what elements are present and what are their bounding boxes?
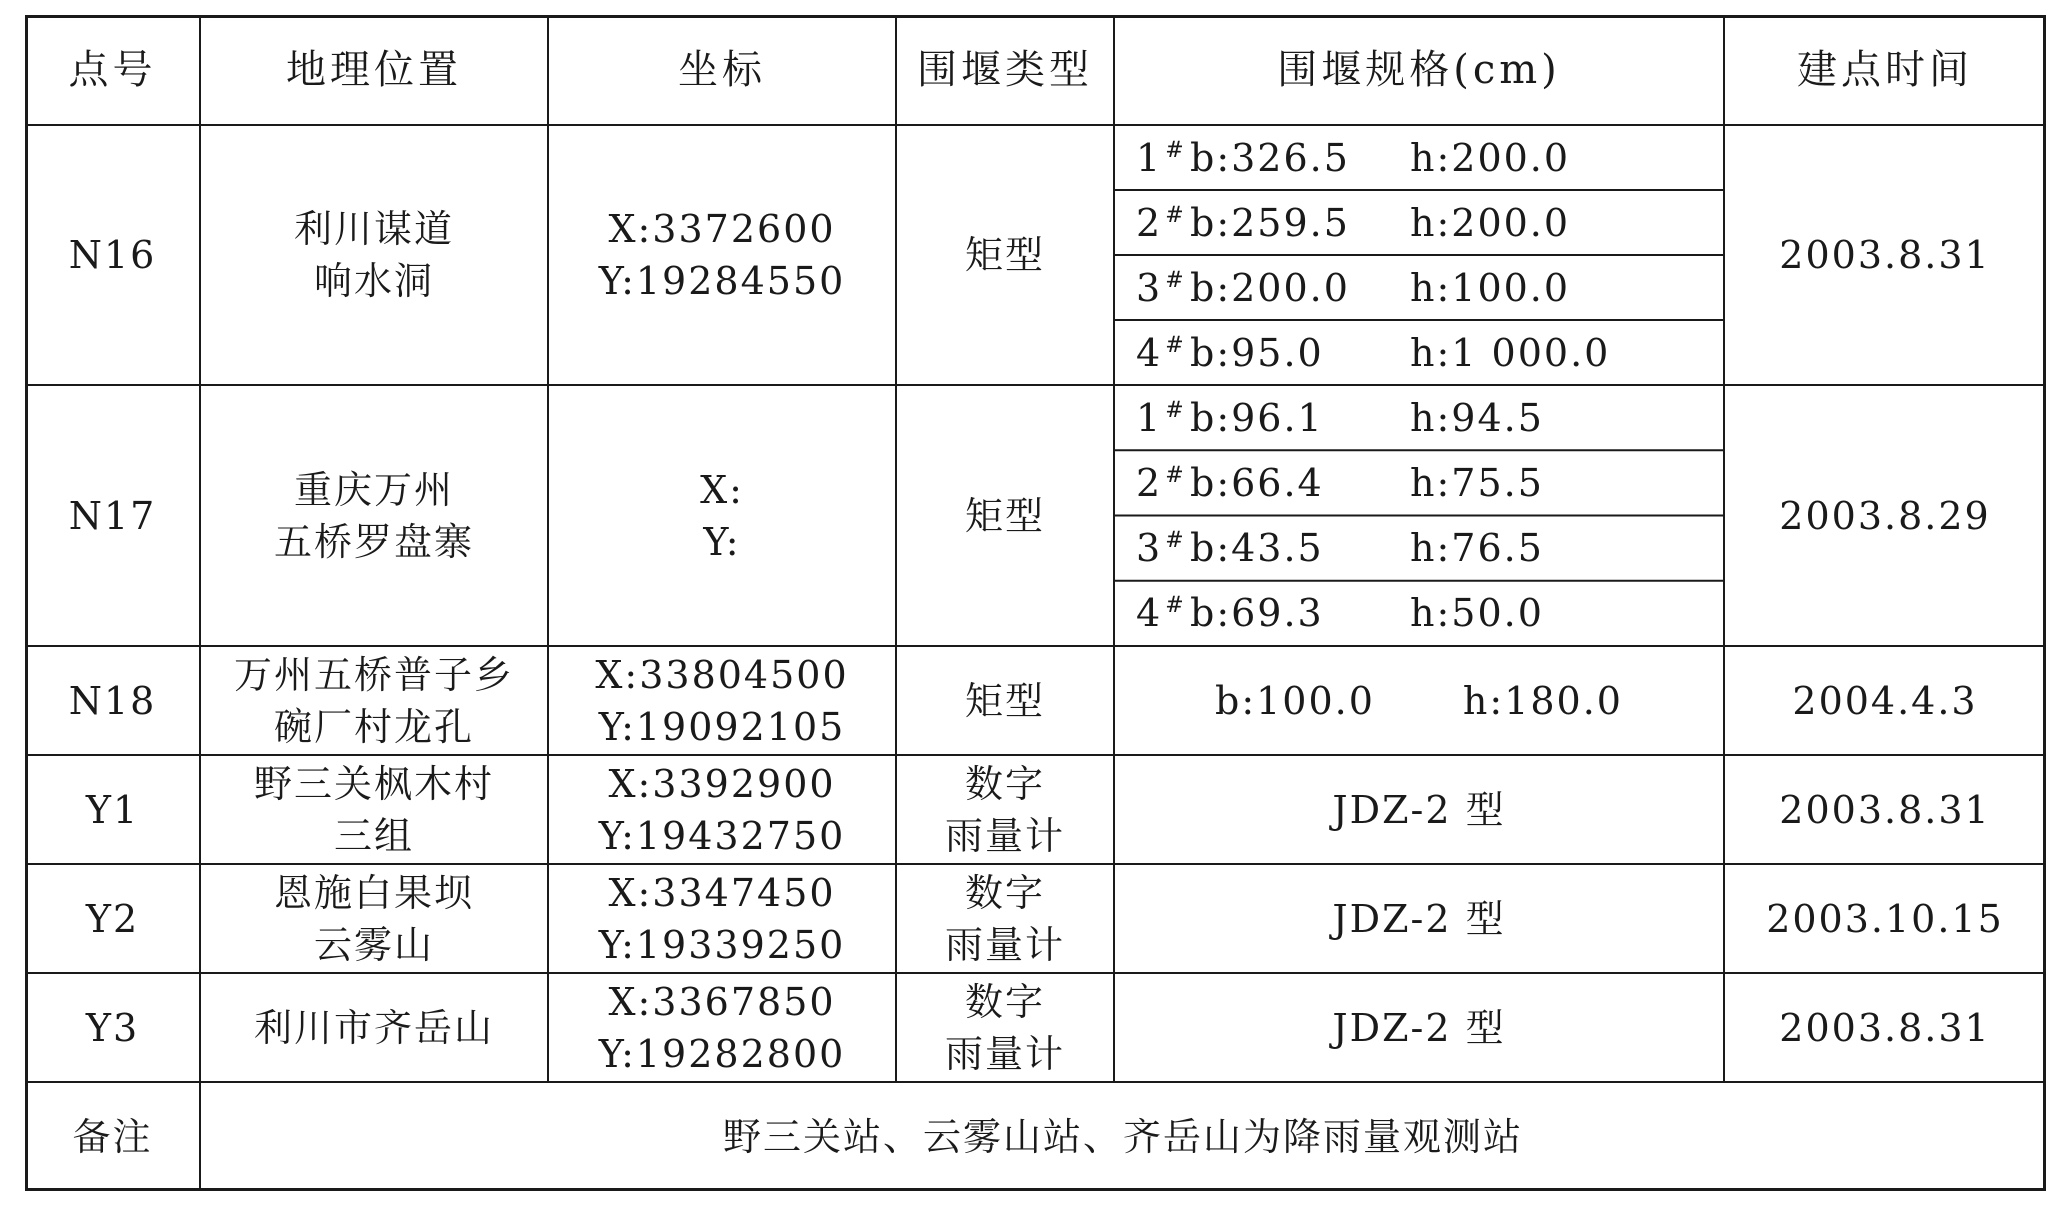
location-cell-line: 响水洞 bbox=[313, 259, 434, 303]
spec-subrow bbox=[1114, 450, 1724, 515]
spec-subrow bbox=[1114, 581, 1724, 646]
coordinates-cell bbox=[548, 864, 896, 973]
spec-height: h:180.0 bbox=[1462, 678, 1623, 723]
coordinates-cell-line: X:3392900 bbox=[608, 761, 836, 806]
spec-width: b:259.5 bbox=[1190, 200, 1350, 245]
spec-width: b:96.1 bbox=[1190, 395, 1324, 440]
build-date-cell: 2003.8.29 bbox=[1779, 493, 1991, 538]
coordinates-cell-line: Y:19432750 bbox=[598, 813, 846, 858]
point-id-cell: Y1 bbox=[85, 787, 140, 832]
header-point-id: 点号 bbox=[68, 47, 157, 93]
spec-number-mark: # bbox=[1165, 137, 1186, 163]
spec-number bbox=[1114, 591, 1190, 635]
location-cell-line: 利川市齐岳山 bbox=[253, 1005, 494, 1050]
spec-number-digit: 2 bbox=[1136, 460, 1163, 505]
spec-width: b:100.0 bbox=[1215, 678, 1375, 723]
spec-width: b:200.0 bbox=[1190, 265, 1350, 310]
spec-subrow bbox=[1114, 516, 1724, 581]
location-cell-line: 恩施白果坝 bbox=[273, 870, 474, 915]
remark-text-cell: 野三关站、云雾山站、齐岳山为降雨量观测站 bbox=[722, 1114, 1523, 1159]
spec-height: h:50.0 bbox=[1410, 591, 1544, 636]
spec-width: b:69.3 bbox=[1190, 591, 1324, 636]
point-id-cell: N17 bbox=[68, 493, 157, 538]
coordinates-cell bbox=[548, 646, 896, 755]
coordinates-cell bbox=[548, 125, 896, 385]
cofferdam-type-cell bbox=[896, 385, 1114, 646]
spec-height: h:76.5 bbox=[1410, 526, 1544, 571]
coordinates-cell bbox=[548, 973, 896, 1082]
spec-number-mark: # bbox=[1165, 593, 1186, 619]
coordinates-cell-line: Y:19284550 bbox=[598, 259, 846, 303]
header-build-date: 建点时间 bbox=[1797, 47, 1973, 93]
spec-width: b:43.5 bbox=[1190, 526, 1324, 571]
coordinates-cell-line: X:3367850 bbox=[608, 979, 836, 1024]
spec-number-mark: # bbox=[1165, 397, 1186, 423]
coordinates-cell-line: Y: bbox=[703, 519, 741, 564]
build-date-cell: 2003.8.31 bbox=[1779, 233, 1991, 277]
cofferdam-type-cell-line: 雨量计 bbox=[944, 1031, 1065, 1076]
cofferdam-type-cell bbox=[896, 864, 1114, 973]
spec-number bbox=[1114, 266, 1190, 310]
location-cell-line: 重庆万州 bbox=[293, 467, 454, 512]
build-date-cell: 2003.10.15 bbox=[1766, 896, 2004, 941]
cofferdam-spec-cell: JDZ-2 型 bbox=[1332, 896, 1506, 941]
spec-number bbox=[1114, 201, 1190, 245]
cofferdam-type-cell bbox=[896, 973, 1114, 1082]
station-table bbox=[25, 15, 2046, 1191]
cofferdam-spec-cell bbox=[1114, 646, 1724, 755]
spec-number-digit: 4 bbox=[1136, 330, 1163, 375]
spec-number-mark: # bbox=[1165, 202, 1186, 228]
spec-number bbox=[1114, 331, 1190, 375]
spec-subrow bbox=[1114, 190, 1724, 255]
spec-number-digit: 1 bbox=[1136, 135, 1163, 180]
spec-height: h:200.0 bbox=[1410, 135, 1571, 180]
spec-number-mark: # bbox=[1165, 267, 1186, 293]
coordinates-cell-line: Y:19282800 bbox=[598, 1031, 846, 1076]
cofferdam-type-cell-line: 矩型 bbox=[964, 493, 1045, 538]
spec-number-mark: # bbox=[1165, 332, 1186, 358]
location-cell-line: 五桥罗盘寨 bbox=[273, 519, 474, 564]
spec-number-digit: 2 bbox=[1136, 200, 1163, 245]
coordinates-cell bbox=[548, 385, 896, 646]
location-cell-line: 碗厂村龙孔 bbox=[273, 704, 474, 749]
spec-height: h:200.0 bbox=[1410, 200, 1571, 245]
spec-height: h:75.5 bbox=[1410, 460, 1544, 505]
location-cell bbox=[200, 385, 548, 646]
spec-number bbox=[1114, 136, 1190, 180]
coordinates-cell-line: X:3372600 bbox=[608, 207, 836, 251]
spec-number-digit: 1 bbox=[1136, 395, 1163, 440]
location-cell bbox=[200, 864, 548, 973]
spec-number-mark: # bbox=[1165, 528, 1186, 554]
point-id-cell: Y2 bbox=[85, 896, 140, 941]
cofferdam-type-cell-line: 数字 bbox=[964, 761, 1045, 806]
header-location: 地理位置 bbox=[286, 47, 462, 93]
cofferdam-type-cell-line: 雨量计 bbox=[944, 813, 1065, 858]
coordinates-cell bbox=[548, 755, 896, 864]
spec-subrow bbox=[1114, 255, 1724, 320]
location-cell bbox=[200, 755, 548, 864]
build-date-cell: 2003.8.31 bbox=[1779, 1005, 1991, 1050]
cofferdam-type-cell-line: 雨量计 bbox=[944, 922, 1065, 967]
cofferdam-type-cell-line: 数字 bbox=[964, 870, 1045, 915]
cofferdam-type-cell bbox=[896, 646, 1114, 755]
header-cofferdam-type: 围堰类型 bbox=[917, 47, 1093, 93]
spec-number-mark: # bbox=[1165, 462, 1186, 488]
spec-number-digit: 3 bbox=[1136, 526, 1163, 571]
point-id-cell: N16 bbox=[68, 233, 157, 277]
build-date-cell: 2003.8.31 bbox=[1779, 787, 1991, 832]
cofferdam-type-cell-line: 矩型 bbox=[964, 678, 1045, 723]
point-id-cell: N18 bbox=[68, 678, 157, 723]
spec-width: b:95.0 bbox=[1190, 330, 1324, 375]
spec-subrow bbox=[1114, 125, 1724, 190]
location-cell-line: 利川谋道 bbox=[293, 207, 454, 251]
cofferdam-type-cell bbox=[896, 755, 1114, 864]
spec-number-digit: 4 bbox=[1136, 591, 1163, 636]
spec-number bbox=[1114, 461, 1190, 505]
coordinates-cell-line: X:3347450 bbox=[608, 870, 836, 915]
coordinates-cell-line: Y:19092105 bbox=[598, 704, 846, 749]
spec-height: h:1 000.0 bbox=[1410, 330, 1611, 375]
header-coordinates: 坐标 bbox=[678, 47, 766, 93]
location-cell-line: 三组 bbox=[333, 813, 414, 858]
build-date-cell: 2004.4.3 bbox=[1792, 678, 1978, 723]
remark-label-cell: 备注 bbox=[72, 1114, 153, 1159]
location-cell-line: 野三关枫木村 bbox=[253, 761, 494, 806]
coordinates-cell-line: X: bbox=[700, 467, 744, 512]
spec-number bbox=[1114, 526, 1190, 570]
cofferdam-type-cell-line: 矩型 bbox=[964, 233, 1045, 277]
spec-number-digit: 3 bbox=[1136, 265, 1163, 310]
header-cofferdam-spec: 围堰规格(cm) bbox=[1277, 47, 1561, 93]
coordinates-cell-line: X:33804500 bbox=[595, 652, 849, 697]
spec-width: b:326.5 bbox=[1190, 135, 1350, 180]
spec-width: b:66.4 bbox=[1190, 460, 1324, 505]
spec-subrow bbox=[1114, 385, 1724, 450]
location-cell bbox=[200, 125, 548, 385]
spec-subrow bbox=[1114, 320, 1724, 385]
location-cell-line: 云雾山 bbox=[313, 922, 434, 967]
cofferdam-spec-cell: JDZ-2 型 bbox=[1332, 787, 1506, 832]
point-id-cell: Y3 bbox=[85, 1005, 140, 1050]
spec-height: h:100.0 bbox=[1410, 265, 1571, 310]
location-cell bbox=[200, 973, 548, 1082]
cofferdam-type-cell bbox=[896, 125, 1114, 385]
location-cell-line: 万州五桥普子乡 bbox=[233, 652, 514, 697]
cofferdam-spec-cell: JDZ-2 型 bbox=[1332, 1005, 1506, 1050]
spec-number bbox=[1114, 396, 1190, 440]
spec-height: h:94.5 bbox=[1410, 395, 1544, 440]
coordinates-cell-line: Y:19339250 bbox=[598, 922, 846, 967]
cofferdam-type-cell-line: 数字 bbox=[964, 979, 1045, 1024]
location-cell bbox=[200, 646, 548, 755]
